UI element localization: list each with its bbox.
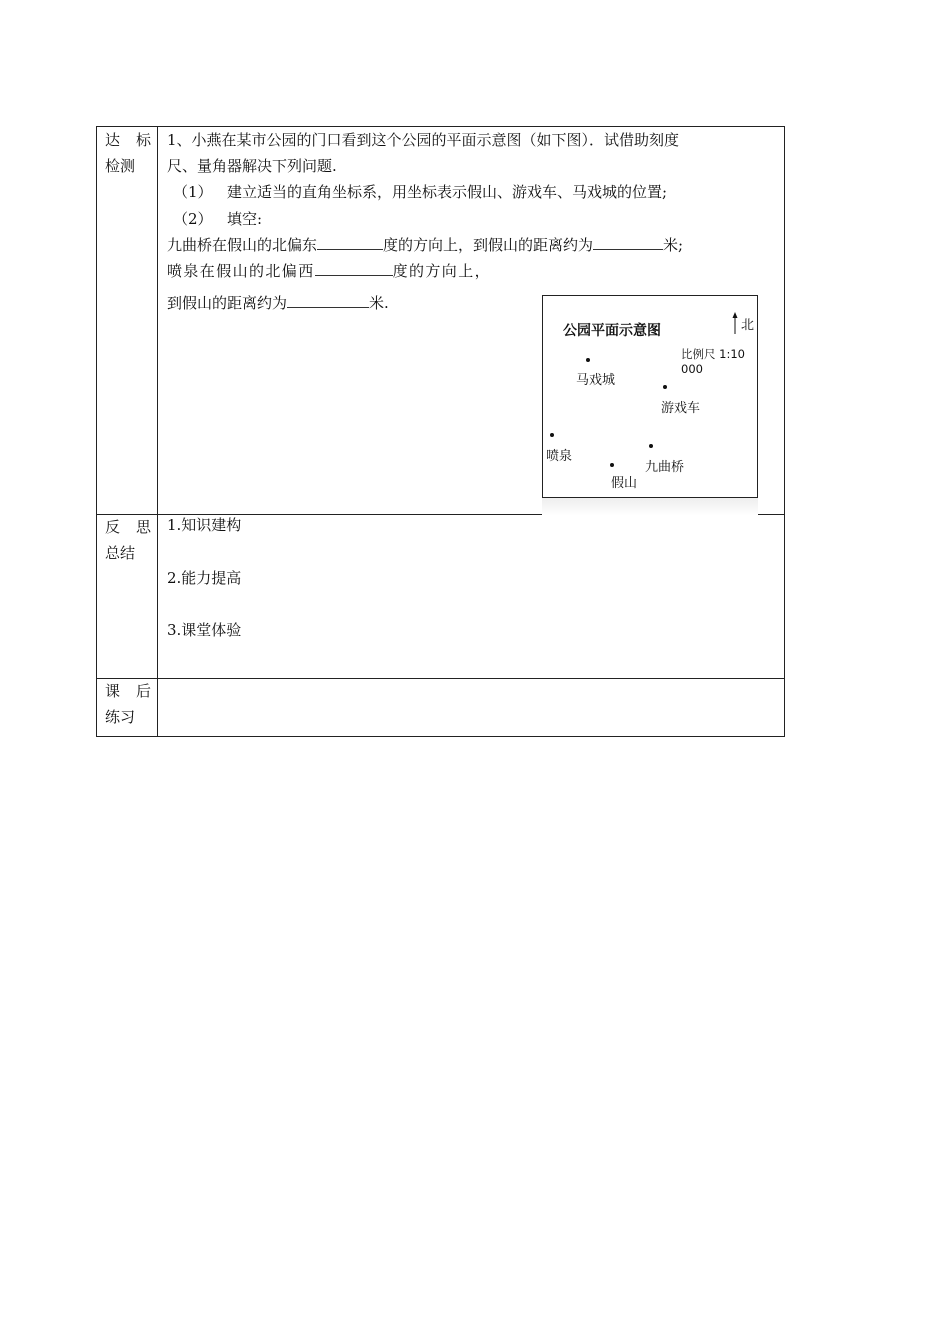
column-divider: [157, 127, 158, 736]
fill-line2: 喷泉在假山的北偏西 度的方向上，: [167, 258, 491, 284]
place-marker-circus: [586, 358, 590, 362]
place-label-rockery: 假山: [611, 476, 638, 491]
place-label-circus: 马戏城: [576, 373, 616, 388]
figure-shadow: [542, 498, 758, 516]
homework-label: 课 后 练习: [105, 682, 151, 726]
reflect-label: 反 思 总结: [105, 518, 151, 562]
north-arrow-icon: [731, 312, 739, 334]
place-marker-rockery: [610, 463, 614, 467]
place-marker-fountain: [550, 433, 554, 437]
item2-text: 填空:: [227, 210, 263, 228]
place-label-fountain: 喷泉: [546, 449, 573, 464]
check-label: 达 标 检测: [105, 131, 151, 175]
item1-text: 建立适当的直角坐标系，用坐标表示假山、游戏车、马戏城的位置;: [227, 183, 668, 201]
fill-line1: 九曲桥在假山的北偏东 度的方向上，到假山的距离约为 米;: [167, 232, 683, 258]
map-scale: 比例尺 1:10 000: [681, 347, 745, 376]
map-title: 公园平面示意图: [563, 323, 661, 339]
park-map-figure: [542, 295, 758, 498]
north-indicator: [729, 310, 759, 338]
problem-line2: 尺、量角器解决下列问题.: [167, 157, 337, 175]
problem-line1: 1、小燕在某市公园的门口看到这个公园的平面示意图（如下图）．试借助刻度: [167, 131, 680, 149]
row-divider: [97, 678, 784, 679]
item2-number: （2）: [173, 210, 213, 228]
north-label: 北: [741, 318, 755, 333]
answer-blank[interactable]: [317, 233, 383, 250]
lesson-table: [96, 126, 785, 737]
reflect-item: 3.课堂体验: [167, 621, 242, 639]
place-label-bridge: 九曲桥: [645, 460, 685, 475]
fill-line3: 到假山的距离约为 米.: [167, 290, 389, 316]
place-marker-ride: [663, 385, 667, 389]
reflect-item: 2.能力提高: [167, 569, 242, 587]
answer-blank[interactable]: [593, 233, 663, 250]
place-label-ride: 游戏车: [661, 401, 701, 416]
place-marker-bridge: [649, 444, 653, 448]
answer-blank[interactable]: [287, 291, 369, 308]
item1-number: （1）: [173, 183, 213, 201]
reflect-item: 1.知识建构: [167, 516, 242, 534]
answer-blank[interactable]: [315, 259, 393, 276]
